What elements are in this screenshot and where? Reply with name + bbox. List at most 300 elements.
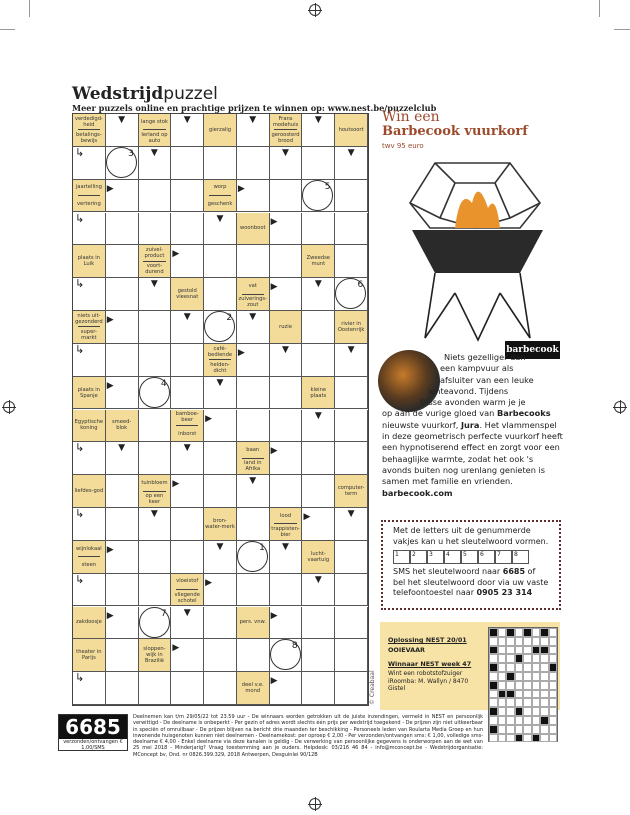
clue-text-bottom: betalings-bewijs [76, 132, 102, 145]
grid-cell[interactable] [171, 607, 204, 640]
grid-cell[interactable] [237, 639, 270, 672]
grid-cell[interactable] [270, 574, 303, 607]
arrow-down-icon: ▼ [183, 443, 191, 454]
grid-cell[interactable] [270, 180, 303, 213]
clue-text-top: lange stok [140, 118, 168, 125]
arrow-right-icon: ▶ [303, 512, 311, 522]
solution-grid-cell [515, 690, 524, 699]
solution-grid-cell [532, 654, 541, 663]
sms-code-caption: verzonden/ontvangen € 1,00/SMS [63, 739, 123, 751]
clue-text-bottom: geroosterd brood [271, 132, 300, 145]
arrow-down-icon: ▼ [118, 115, 126, 125]
grid-cell[interactable] [204, 147, 237, 180]
solution-grid-cell [498, 725, 507, 734]
website-link[interactable]: barbecook.com [382, 487, 453, 498]
clue-text-top: zuivel-product [144, 247, 165, 260]
clue-text-top: bamboe-beer [175, 411, 199, 424]
grid-cell[interactable] [270, 410, 303, 443]
grid-cell[interactable] [270, 541, 303, 574]
solution-title: Oplossing NEST 20/01 [388, 636, 467, 644]
solution-grid-cell [540, 725, 549, 734]
grid-cell[interactable] [171, 508, 204, 541]
desc-product: Jura [461, 419, 480, 430]
winner-title: Winnaar NEST week 47 [388, 660, 472, 668]
solution-grid-cell [506, 725, 515, 734]
solution-grid-cell [489, 725, 498, 734]
grid-cell[interactable] [335, 377, 368, 410]
keyword-slot[interactable]: 6 [478, 550, 495, 564]
grid-cell[interactable] [171, 114, 204, 147]
solution-grid-cell [489, 637, 498, 646]
arrow-down-icon: ▼ [118, 443, 126, 454]
grid-cell[interactable] [302, 607, 335, 640]
solution-grid-cell [523, 681, 532, 690]
grid-cell[interactable] [270, 442, 303, 475]
grid-cell[interactable] [335, 639, 368, 672]
credit-label: © Creabaal [369, 670, 376, 705]
grid-cell[interactable] [302, 180, 335, 213]
grid-cell[interactable] [335, 541, 368, 574]
desc-line: frisse avonden warm je je [420, 397, 526, 408]
grid-cell[interactable] [171, 180, 204, 213]
grid-cell[interactable] [106, 442, 139, 475]
clue-cell [73, 245, 106, 278]
grid-cell[interactable] [237, 311, 270, 344]
grid-cell[interactable] [302, 114, 335, 147]
grid-cell[interactable] [302, 147, 335, 180]
clue-text-top: Frans modehuis [272, 115, 299, 128]
grid-cell[interactable] [171, 639, 204, 672]
grid-cell[interactable] [171, 672, 204, 705]
solution-grid-cell [489, 734, 498, 743]
solution-grid-cell [549, 672, 558, 681]
solution-grid-cell [506, 716, 515, 725]
solution-grid-cell [523, 672, 532, 681]
solution-grid-cell [532, 725, 541, 734]
grid-cell[interactable] [237, 475, 270, 508]
sms-instruction [393, 567, 549, 599]
arrow-bent-icon: ↳ [75, 441, 85, 455]
solution-grid-cell [523, 698, 532, 707]
fine-print: Deelnemen kan t/m 29/05/22 tot 23.59 uur - De winnaars worden getrokken uit de juiste inzendingen, vermeld in NEST en persoonlijk verwittigd - De deelname is onbeperkt - Per gezin of adres wordt slechts één prijs per wedstrijd toegekend - De prijzen zijn niet uitkeerbaar in speciën of omruilbaar - De prijzen blijven na bericht drie maanden ter beschikking - Personeels leden van Roularta Media Groep en hun inwonende huisgenoten kunnen niet deelnemen - Deelnamekost: per oproep € 2,00 - Per verzonden/ontvangen sms: € 1,00, volledige sms-deelname € 4,00 - Enkel deelname via deze kanalen is geldig - De verwerking van persoonlijke gegevens is onderworpen aan de wet van 25 mei 2018 - Minderjarig? Vraag toestemming aan je ouders. Helpdesk: 03/216 46 84 - info@mconcept.be - Wedstrijdorganisatie: MConcept bv, Ond. nr 0826.399.329, 2018 Antwerpen, Desguinlei 90/12B [133, 714, 483, 758]
solution-grid-cell [498, 716, 507, 725]
desc-text: in deze geometrisch perfecte vuurkorf heeft een hypnotiserend effect en zorgt voor een behaaglijke warmte, zodat het ook 's avonds buiten nog urenlang genieten is samen met familie en vrienden. [382, 431, 563, 487]
grid-cell[interactable] [171, 213, 204, 246]
grid-cell[interactable] [270, 475, 303, 508]
grid-cell[interactable] [139, 147, 172, 180]
clue-cell [302, 245, 335, 278]
grid-cell[interactable] [106, 607, 139, 640]
grid-cell[interactable] [171, 147, 204, 180]
clue-cell [302, 541, 335, 574]
solution-grid-cell [540, 716, 549, 725]
clue-text-top: verdedigd-heid [74, 115, 103, 128]
clue-cell [204, 114, 237, 147]
grid-cell[interactable] [204, 245, 237, 278]
clue-cell [139, 639, 172, 672]
registration-mark [3, 401, 15, 413]
solution-grid-cell [532, 707, 541, 716]
grid-cell[interactable] [302, 311, 335, 344]
grid-cell[interactable] [73, 574, 106, 607]
grid-cell[interactable] [237, 180, 270, 213]
fire-bowl [412, 230, 543, 273]
solution-grid-cell [523, 663, 532, 672]
arrow-down-icon: ▼ [216, 541, 224, 552]
grid-cell[interactable] [73, 213, 106, 246]
keyword-slot[interactable]: 4 [444, 550, 461, 564]
grid-cell[interactable] [171, 442, 204, 475]
clue-text-top: vat [248, 282, 257, 289]
grid-cell[interactable] [73, 278, 106, 311]
grid-cell[interactable] [139, 278, 172, 311]
arrow-down-icon: ▼ [249, 115, 257, 125]
arrow-right-icon: ▶ [106, 315, 114, 325]
arrow-down-icon: ▼ [249, 476, 257, 487]
solution-grid-cell [549, 637, 558, 646]
clue-cell [270, 311, 303, 344]
clue-cell [139, 475, 172, 508]
prize-heading-line1: Win een [382, 109, 440, 125]
solution-grid-cell [540, 654, 549, 663]
clue-cell [237, 278, 270, 311]
grid-cell[interactable] [302, 278, 335, 311]
clue-cell [270, 114, 303, 147]
arrow-down-icon: ▼ [282, 344, 289, 355]
grid-cell[interactable] [302, 574, 335, 607]
clue-cell [171, 410, 204, 443]
grid-cell[interactable] [335, 213, 368, 246]
clue-text-bottom: super-markt [80, 329, 97, 342]
grid-cell[interactable] [139, 344, 172, 377]
clue-text-bottom: land in Afrika [243, 460, 262, 473]
winner-text: Wint een robotstofzuiger iRoomba: M. Wallyn / 8470 Gistel [388, 670, 469, 692]
grid-cell[interactable] [106, 672, 139, 705]
grid-cell[interactable] [73, 442, 106, 475]
grid-cell[interactable] [270, 213, 303, 246]
grid-cell[interactable] [237, 114, 270, 147]
arrow-down-icon: ▼ [183, 115, 191, 125]
keyword-slot[interactable]: 7 [495, 550, 512, 564]
grid-cell[interactable] [139, 442, 172, 475]
arrow-right-icon: ▶ [106, 544, 114, 555]
solution-grid-cell [515, 672, 524, 681]
keyword-box [381, 520, 561, 610]
grid-cell[interactable] [106, 180, 139, 213]
arrow-right-icon: ▶ [270, 446, 278, 457]
grid-cell[interactable] [204, 278, 237, 311]
clue-text: gestold vleesnat [176, 288, 199, 301]
grid-cell[interactable] [106, 278, 139, 311]
clue-text-bottom: steen [81, 561, 97, 568]
grid-cell[interactable] [270, 607, 303, 640]
grid-cell[interactable] [204, 377, 237, 410]
grid-cell[interactable] [237, 574, 270, 607]
arrow-down-icon: ▼ [282, 541, 289, 552]
clue-text: deel v.e. mond [241, 682, 264, 695]
clue-cell [73, 311, 106, 344]
solution-grid-cell [515, 734, 524, 743]
keyword-slots [393, 550, 549, 564]
grid-cell[interactable] [139, 377, 172, 410]
grid-cell[interactable] [204, 672, 237, 705]
grid-cell[interactable] [237, 245, 270, 278]
grid-cell[interactable] [106, 147, 139, 180]
solution-grid-cell [506, 672, 515, 681]
grid-cell[interactable] [139, 574, 172, 607]
page-title [72, 84, 218, 104]
grid-cell[interactable] [335, 574, 368, 607]
solution-grid-cell [515, 716, 524, 725]
solution-grid-cell [549, 725, 558, 734]
grid-cell[interactable] [204, 607, 237, 640]
clue-text-top: lood [279, 512, 292, 519]
keyword-slot[interactable]: 2 [410, 550, 427, 564]
solution-grid-cell [506, 628, 515, 637]
clue-text: pers. vnw. [239, 619, 266, 626]
grid-cell[interactable] [106, 508, 139, 541]
grid-cell[interactable] [204, 442, 237, 475]
arrow-right-icon: ▶ [237, 347, 245, 358]
arrow-bent-icon: ↳ [75, 145, 85, 159]
solution-grid-cell [549, 646, 558, 655]
grid-cell[interactable] [237, 377, 270, 410]
grid-cell[interactable] [335, 278, 368, 311]
grid-cell[interactable] [335, 180, 368, 213]
clue-text: theater in Parijs [76, 649, 102, 662]
prize-value: twv 95 euro [382, 142, 424, 150]
arrow-bent-icon: ↳ [75, 211, 85, 225]
grid-cell[interactable] [73, 672, 106, 705]
arrow-down-icon: ▼ [216, 213, 224, 224]
grid-cell[interactable] [270, 377, 303, 410]
solution-grid-cell [540, 628, 549, 637]
barbecook-logo: barbecook [505, 341, 560, 359]
solution-grid-cell [540, 734, 549, 743]
arrow-right-icon: ▶ [270, 282, 278, 293]
clue-text-bottom: Ierland op auto [141, 132, 168, 145]
clue-text-top: niets uit-gezonderd [75, 312, 103, 325]
grid-cell[interactable] [335, 442, 368, 475]
grid-cell[interactable] [139, 410, 172, 443]
clue-text: kleine plaats [310, 386, 327, 399]
sms-code: 6685 [59, 715, 127, 739]
grid-cell[interactable] [302, 508, 335, 541]
grid-cell[interactable] [204, 541, 237, 574]
arrow-down-icon: ▼ [150, 147, 158, 158]
solution-grid-cell [549, 690, 558, 699]
grid-cell[interactable] [139, 607, 172, 640]
solution-grid-cell [540, 698, 549, 707]
solution-grid-cell [515, 646, 524, 655]
phone-number: 0905 23 314 [476, 588, 533, 597]
clue-cell [237, 213, 270, 246]
grid-cell[interactable] [237, 508, 270, 541]
grid-cell[interactable] [106, 344, 139, 377]
arrow-right-icon: ▶ [270, 676, 278, 687]
grid-cell[interactable] [73, 508, 106, 541]
solution-grid-cell [523, 628, 532, 637]
grid-cell[interactable] [270, 639, 303, 672]
clue-cell [237, 442, 270, 475]
clue-text: zakdoosje [75, 619, 102, 626]
keyword-slot[interactable]: 8 [512, 550, 529, 564]
grid-cell[interactable] [204, 475, 237, 508]
grid-cell[interactable] [171, 344, 204, 377]
grid-cell[interactable] [302, 442, 335, 475]
solution-grid-cell [489, 698, 498, 707]
solution-grid-cell [498, 654, 507, 663]
grid-cell[interactable] [302, 344, 335, 377]
solution-grid-cell [549, 654, 558, 663]
registration-mark [309, 798, 321, 810]
solution-grid-cell [540, 681, 549, 690]
grid-cell[interactable] [106, 475, 139, 508]
crop-mark [599, 0, 600, 17]
grid-cell[interactable] [270, 278, 303, 311]
solution-grid-cell [515, 663, 524, 672]
grid-cell[interactable] [204, 574, 237, 607]
clue-text: houtsoort [338, 126, 364, 133]
grid-cell[interactable] [106, 114, 139, 147]
solution-grid-cell [532, 734, 541, 743]
clue-cell [73, 541, 106, 574]
arrow-down-icon: ▼ [314, 410, 322, 421]
grid-cell[interactable] [106, 541, 139, 574]
solution-grid-cell [532, 716, 541, 725]
grid-cell[interactable] [335, 344, 368, 377]
solution-grid-cell [532, 690, 541, 699]
desc-text: op aan de vurige gloed van [382, 408, 497, 419]
grid-cell[interactable] [270, 147, 303, 180]
grid-cell[interactable] [139, 311, 172, 344]
grid-cell[interactable] [171, 311, 204, 344]
grid-cell[interactable] [335, 410, 368, 443]
clue-text-top: vloeistof [176, 578, 199, 585]
clue-text: smeed-blok [111, 419, 132, 432]
arrow-right-icon: ▶ [270, 610, 278, 621]
clue-text: ruzie [279, 323, 292, 330]
grid-cell[interactable] [270, 245, 303, 278]
solution-grid-cell [506, 734, 515, 743]
grid-cell[interactable] [204, 213, 237, 246]
arrow-down-icon: ▼ [314, 115, 322, 125]
grid-cell[interactable] [139, 672, 172, 705]
grid-cell[interactable] [106, 639, 139, 672]
grid-cell[interactable] [139, 213, 172, 246]
solution-grid-cell [506, 681, 515, 690]
arrow-bent-icon: ↳ [75, 507, 85, 520]
grid-cell[interactable] [302, 639, 335, 672]
grid-cell[interactable] [302, 475, 335, 508]
grid-cell[interactable] [237, 147, 270, 180]
solution-answer: OOIEVAAR [388, 646, 425, 654]
clue-text-top: worp [213, 184, 227, 191]
title-light: puzzel [163, 84, 218, 104]
grid-cell[interactable] [237, 344, 270, 377]
clue-cell [171, 278, 204, 311]
numbered-circle [204, 311, 235, 342]
desc-line: Niets gezelliger dan [444, 352, 526, 362]
keyword-slot[interactable]: 3 [427, 550, 444, 564]
numbered-circle [335, 278, 366, 309]
grid-cell[interactable] [302, 672, 335, 705]
circle-number: 4 [160, 378, 167, 389]
clue-text-top: jaartelling [75, 184, 102, 191]
grid-cell[interactable] [106, 574, 139, 607]
solution-grid-cell [489, 654, 498, 663]
grid-cell[interactable] [335, 672, 368, 705]
sms-number: 6685 [502, 567, 526, 576]
grid-cell[interactable] [302, 213, 335, 246]
grid-cell[interactable] [171, 541, 204, 574]
grid-cell[interactable] [73, 147, 106, 180]
keyword-slot[interactable]: 5 [461, 550, 478, 564]
grid-cell[interactable] [171, 245, 204, 278]
grid-cell[interactable] [204, 639, 237, 672]
clue-text: sloppen-wijk in Brazilië [143, 646, 166, 665]
clue-text: Egyptische koning [74, 419, 104, 432]
solution-grid-cell [532, 628, 541, 637]
grid-cell[interactable] [335, 607, 368, 640]
solution-grid-cell [515, 698, 524, 707]
clue-text-top: tuinbloem [141, 479, 168, 486]
grid-cell[interactable] [171, 377, 204, 410]
solution-grid-cell [523, 654, 532, 663]
grid-cell[interactable] [335, 147, 368, 180]
clue-text-top: wijnlokaal [76, 545, 102, 552]
solution-grid-cell [549, 663, 558, 672]
grid-cell[interactable] [106, 245, 139, 278]
grid-cell[interactable] [204, 311, 237, 344]
grid-cell[interactable] [270, 672, 303, 705]
grid-cell[interactable] [73, 344, 106, 377]
numbered-circle [139, 607, 170, 638]
clue-text-bottom: op een keer [145, 493, 164, 506]
solution-grid-cell [506, 654, 515, 663]
solution-grid-cell [515, 637, 524, 646]
flame [455, 192, 500, 228]
grid-cell[interactable] [204, 410, 237, 443]
grid-cell[interactable] [139, 541, 172, 574]
sms-text: SMS het sleutelwoord naar [393, 567, 503, 576]
arrow-down-icon: ▼ [216, 377, 224, 388]
clue-text: computer-term [337, 485, 365, 498]
clue-cell [73, 607, 106, 640]
grid-cell[interactable] [106, 311, 139, 344]
grid-cell[interactable] [335, 245, 368, 278]
clue-cell [73, 180, 106, 213]
numbered-circle [270, 639, 301, 670]
grid-cell[interactable] [270, 344, 303, 377]
grid-cell[interactable] [237, 541, 270, 574]
grid-cell[interactable] [106, 377, 139, 410]
grid-cell[interactable] [171, 475, 204, 508]
prize-heading-line2: Barbecook vuurkorf [382, 124, 528, 139]
desc-paragraph [382, 431, 564, 499]
grid-cell[interactable] [237, 410, 270, 443]
clue-text-bottom: trappisten-bier [271, 526, 300, 539]
grid-cell[interactable] [335, 508, 368, 541]
clue-cell [73, 639, 106, 672]
grid-cell[interactable] [106, 213, 139, 246]
solution-grid-cell [523, 637, 532, 646]
keyword-slot[interactable]: 1 [393, 550, 410, 564]
grid-cell[interactable] [139, 508, 172, 541]
grid-cell[interactable] [302, 410, 335, 443]
grid-cell[interactable] [139, 180, 172, 213]
solution-grid-cell [549, 628, 558, 637]
